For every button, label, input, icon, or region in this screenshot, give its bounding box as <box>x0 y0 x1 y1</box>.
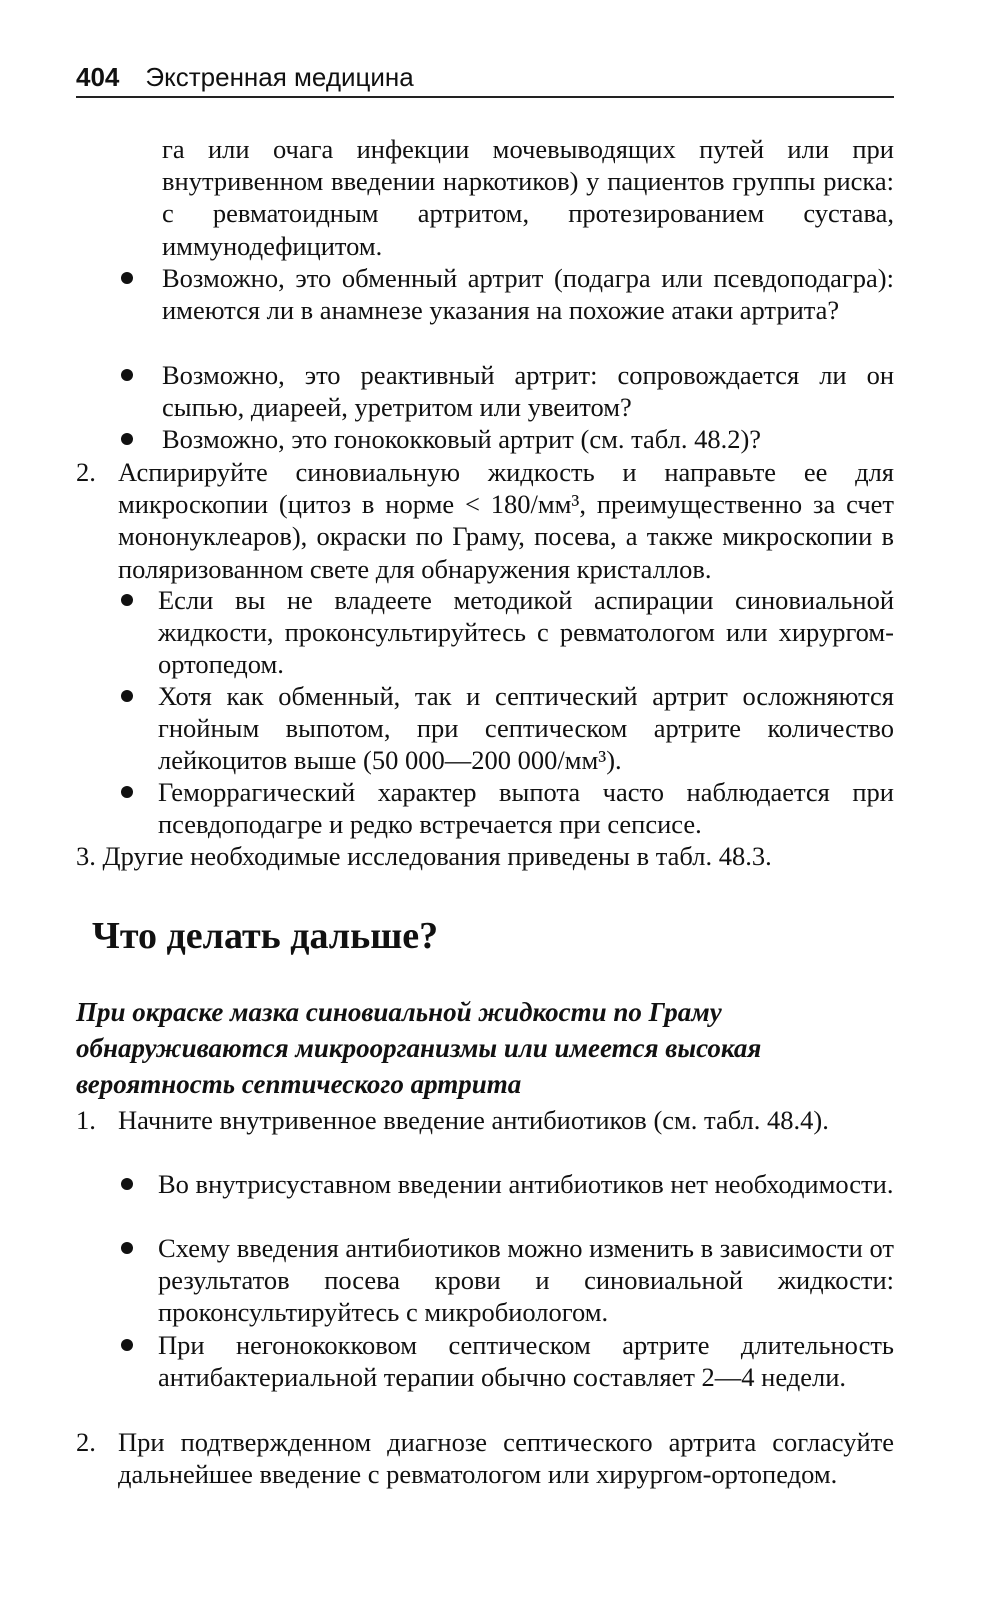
bullet-text: Если вы не владеете методикой аспирации синовиальной жидкости, проконсультируйтесь с ревматологом или хирургом-ортопедом. <box>158 585 894 680</box>
bullet-dot <box>121 690 133 702</box>
bullet-text: Возможно, это реактивный артрит: сопровождается ли он сыпью, диареей, уретритом или увеитом? <box>162 360 894 423</box>
bullet-dot <box>121 1242 133 1254</box>
list-number: 2. <box>76 1427 96 1457</box>
bullet-text: Схему введения антибиотиков можно изменить в зависимости от результатов посева крови и синовиальной жидкости: проконсультируйтесь с микробиологом. <box>158 1233 894 1328</box>
bullet-dot <box>121 786 133 798</box>
bullet-dot <box>121 272 133 284</box>
bullet-dot <box>121 1339 133 1351</box>
list-item-text: Начните внутривенное введение антибиотиков (см. табл. 48.4). <box>118 1105 829 1135</box>
bullet-text: Возможно, это обменный артрит (подагра или псевдоподагра): имеются ли в анамнезе указания на похожие атаки артрита? <box>162 263 894 326</box>
list-number: 1. <box>76 1105 96 1135</box>
bullet-dot <box>121 1178 133 1190</box>
bullet-text: Хотя как обменный, так и септический артрит осложняются гнойным выпотом, при септическом артрите количество лейкоцитов выше (50 000—200 000/мм³). <box>158 681 894 776</box>
bullet-dot <box>121 594 133 606</box>
continuation-paragraph: га или очага инфекции мочевыводящих путей или при внутривенном введении наркотиков) у пациентов группы риска: с ревматоидным артритом, протезированием сустава, иммунодефицитом. <box>162 134 894 261</box>
list-item-text: 3. Другие необходимые исследования приведены в табл. 48.3. <box>76 841 772 871</box>
section-heading: Что делать дальше? <box>92 915 439 957</box>
list-item-text: При подтвержденном диагнозе септического артрита согласуйте дальнейшее введение с ревматологом или хирургом-ортопедом. <box>118 1427 894 1490</box>
bullet-text: Во внутрисуставном введении антибиотиков нет необходимости. <box>158 1169 894 1199</box>
bullet-text: Возможно, это гонококковый артрит (см. табл. 48.2)? <box>162 424 762 454</box>
subheading: При окраске мазка синовиальной жидкости по Граму обнаруживаются микроорганизмы или имеется высокая вероятность септического артрита <box>76 997 762 1099</box>
page-header <box>76 62 894 98</box>
page-number: 404 <box>76 62 120 92</box>
running-title: Экстренная медицина <box>145 62 414 92</box>
bullet-dot <box>121 369 133 381</box>
list-number: 2. <box>76 457 96 487</box>
bullet-dot <box>121 433 133 445</box>
list-item-text: Аспирируйте синовиальную жидкость и направьте ее для микроскопии (цитоз в норме < 180/мм³, преимущественно за счет мононуклеаров), окраски по Граму, посева, а также микроскопии в поляризованном свете для обнаружения кристаллов. <box>118 457 894 584</box>
bullet-text: При негонококковом септическом артрите длительность антибактериальной терапии обычно составляет 2—4 недели. <box>158 1330 894 1393</box>
bullet-text: Геморрагический характер выпота часто наблюдается при псевдоподагре и редко встречается при сепсисе. <box>158 777 894 840</box>
